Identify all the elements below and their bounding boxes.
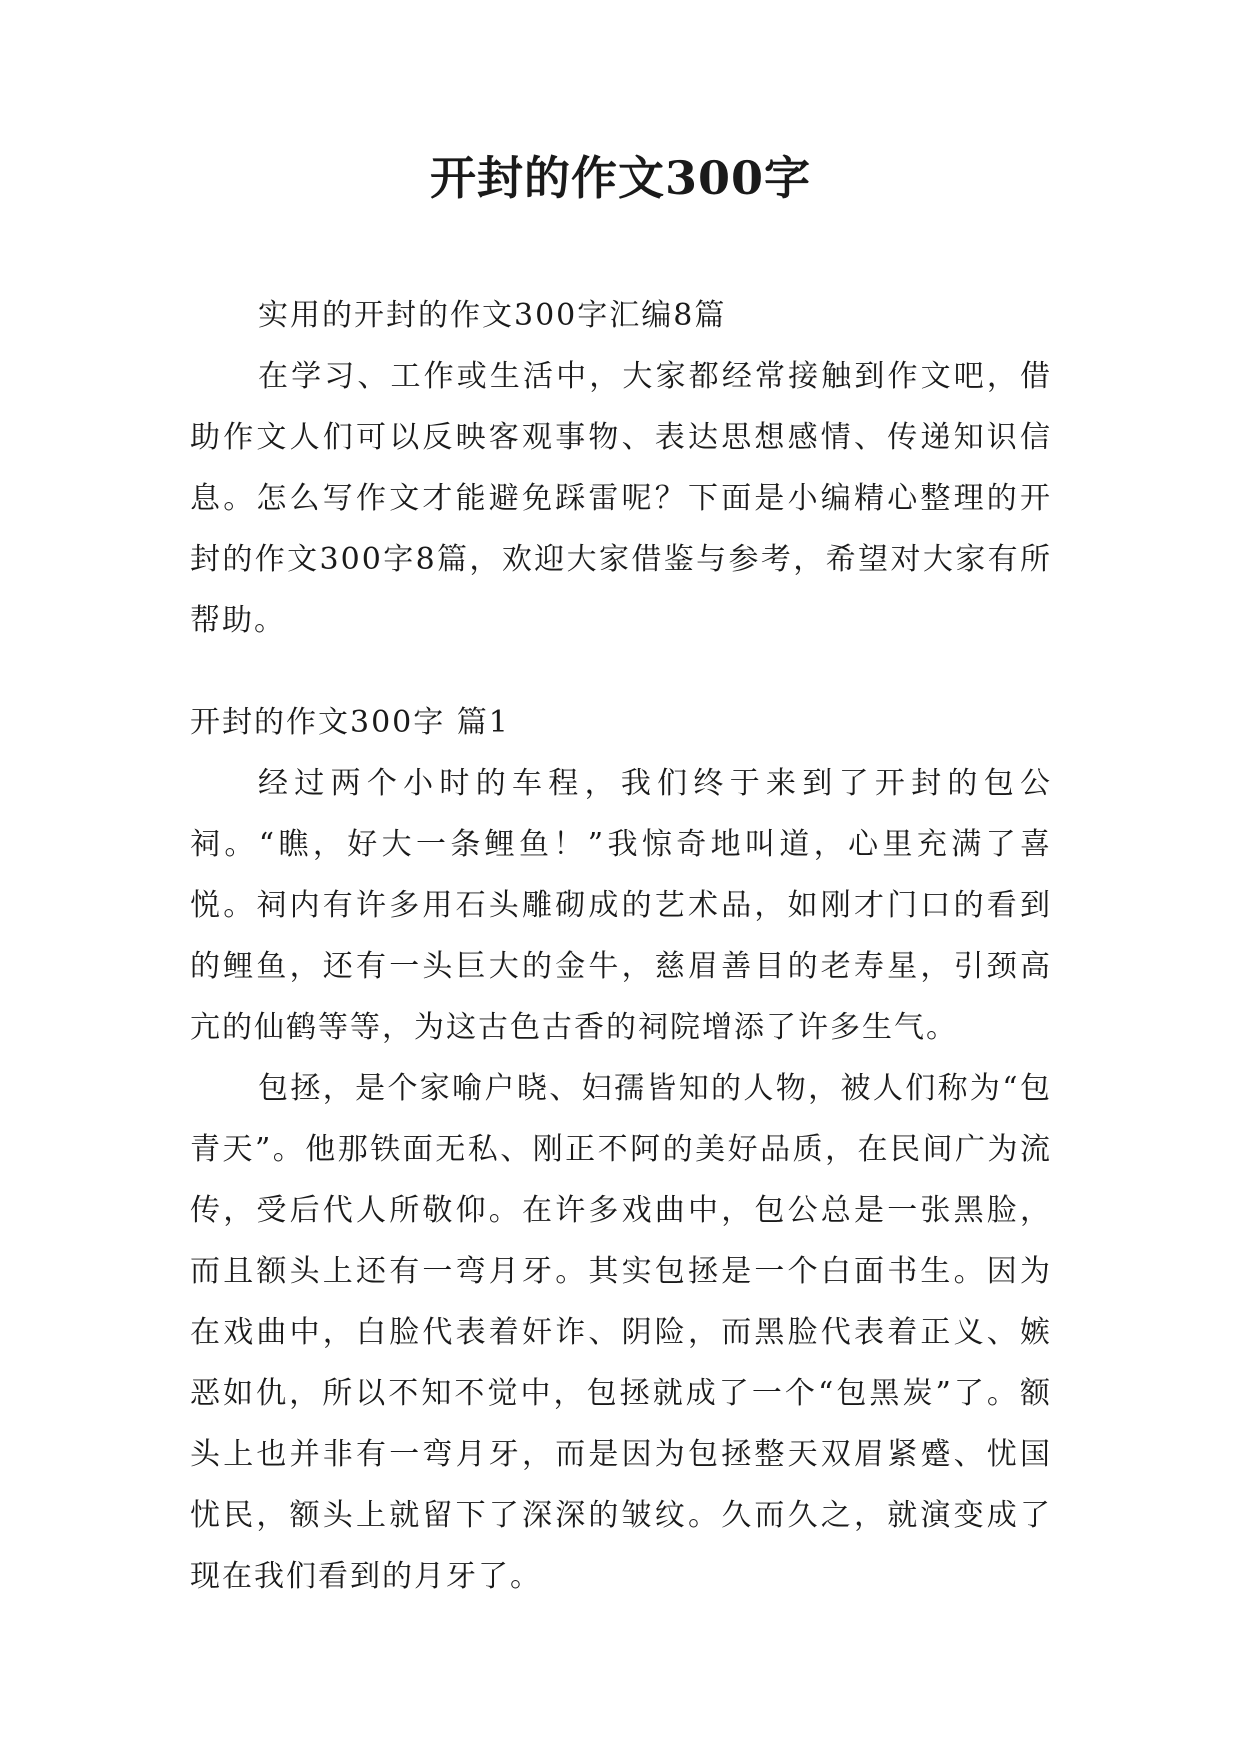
intro-subtitle: 实用的开封的作文300字汇编8篇 bbox=[258, 298, 727, 333]
essay-section bbox=[190, 692, 1052, 1607]
intro-section bbox=[190, 285, 1052, 651]
section-heading: 开封的作文300字 篇1 bbox=[190, 705, 510, 740]
section-paragraph: 经过两个小时的车程，我们终于来到了开封的包公祠。“瞧，好大一条鲤鱼！”我惊奇地叫道，心里充满了喜悦。祠内有许多用石头雕砌成的艺术品，如刚才门口的看到的鲤鱼，还有一头巨大的金牛，慈眉善目的老寿星，引颈高亢的仙鹤等等，为这古色古香的祠院增添了许多生气。 bbox=[190, 766, 1052, 1045]
section-paragraph: 包拯，是个家喻户晓、妇孺皆知的人物，被人们称为“包青天”。他那铁面无私、刚正不阿的美好品质，在民间广为流传，受后代人所敬仰。在许多戏曲中，包公总是一张黑脸，而且额头上还有一弯月牙。其实包拯是一个白面书生。因为在戏曲中，白脸代表着奸诈、阴险，而黑脸代表着正义、嫉恶如仇，所以不知不觉中，包拯就成了一个“包黑炭”了。额头上也并非有一弯月牙，而是因为包拯整天双眉紧蹙、忧国忧民，额头上就留下了深深的皱纹。久而久之，就演变成了现在我们看到的月牙了。 bbox=[190, 1071, 1052, 1594]
intro-paragraph: 在学习、工作或生活中，大家都经常接触到作文吧，借助作文人们可以反映客观事物、表达思想感情、传递知识信息。怎么写作文才能避免踩雷呢？下面是小编精心整理的开封的作文300字8篇，欢迎大家借鉴与参考，希望对大家有所帮助。 bbox=[190, 359, 1052, 638]
document-title: 开封的作文300字 bbox=[429, 151, 812, 205]
